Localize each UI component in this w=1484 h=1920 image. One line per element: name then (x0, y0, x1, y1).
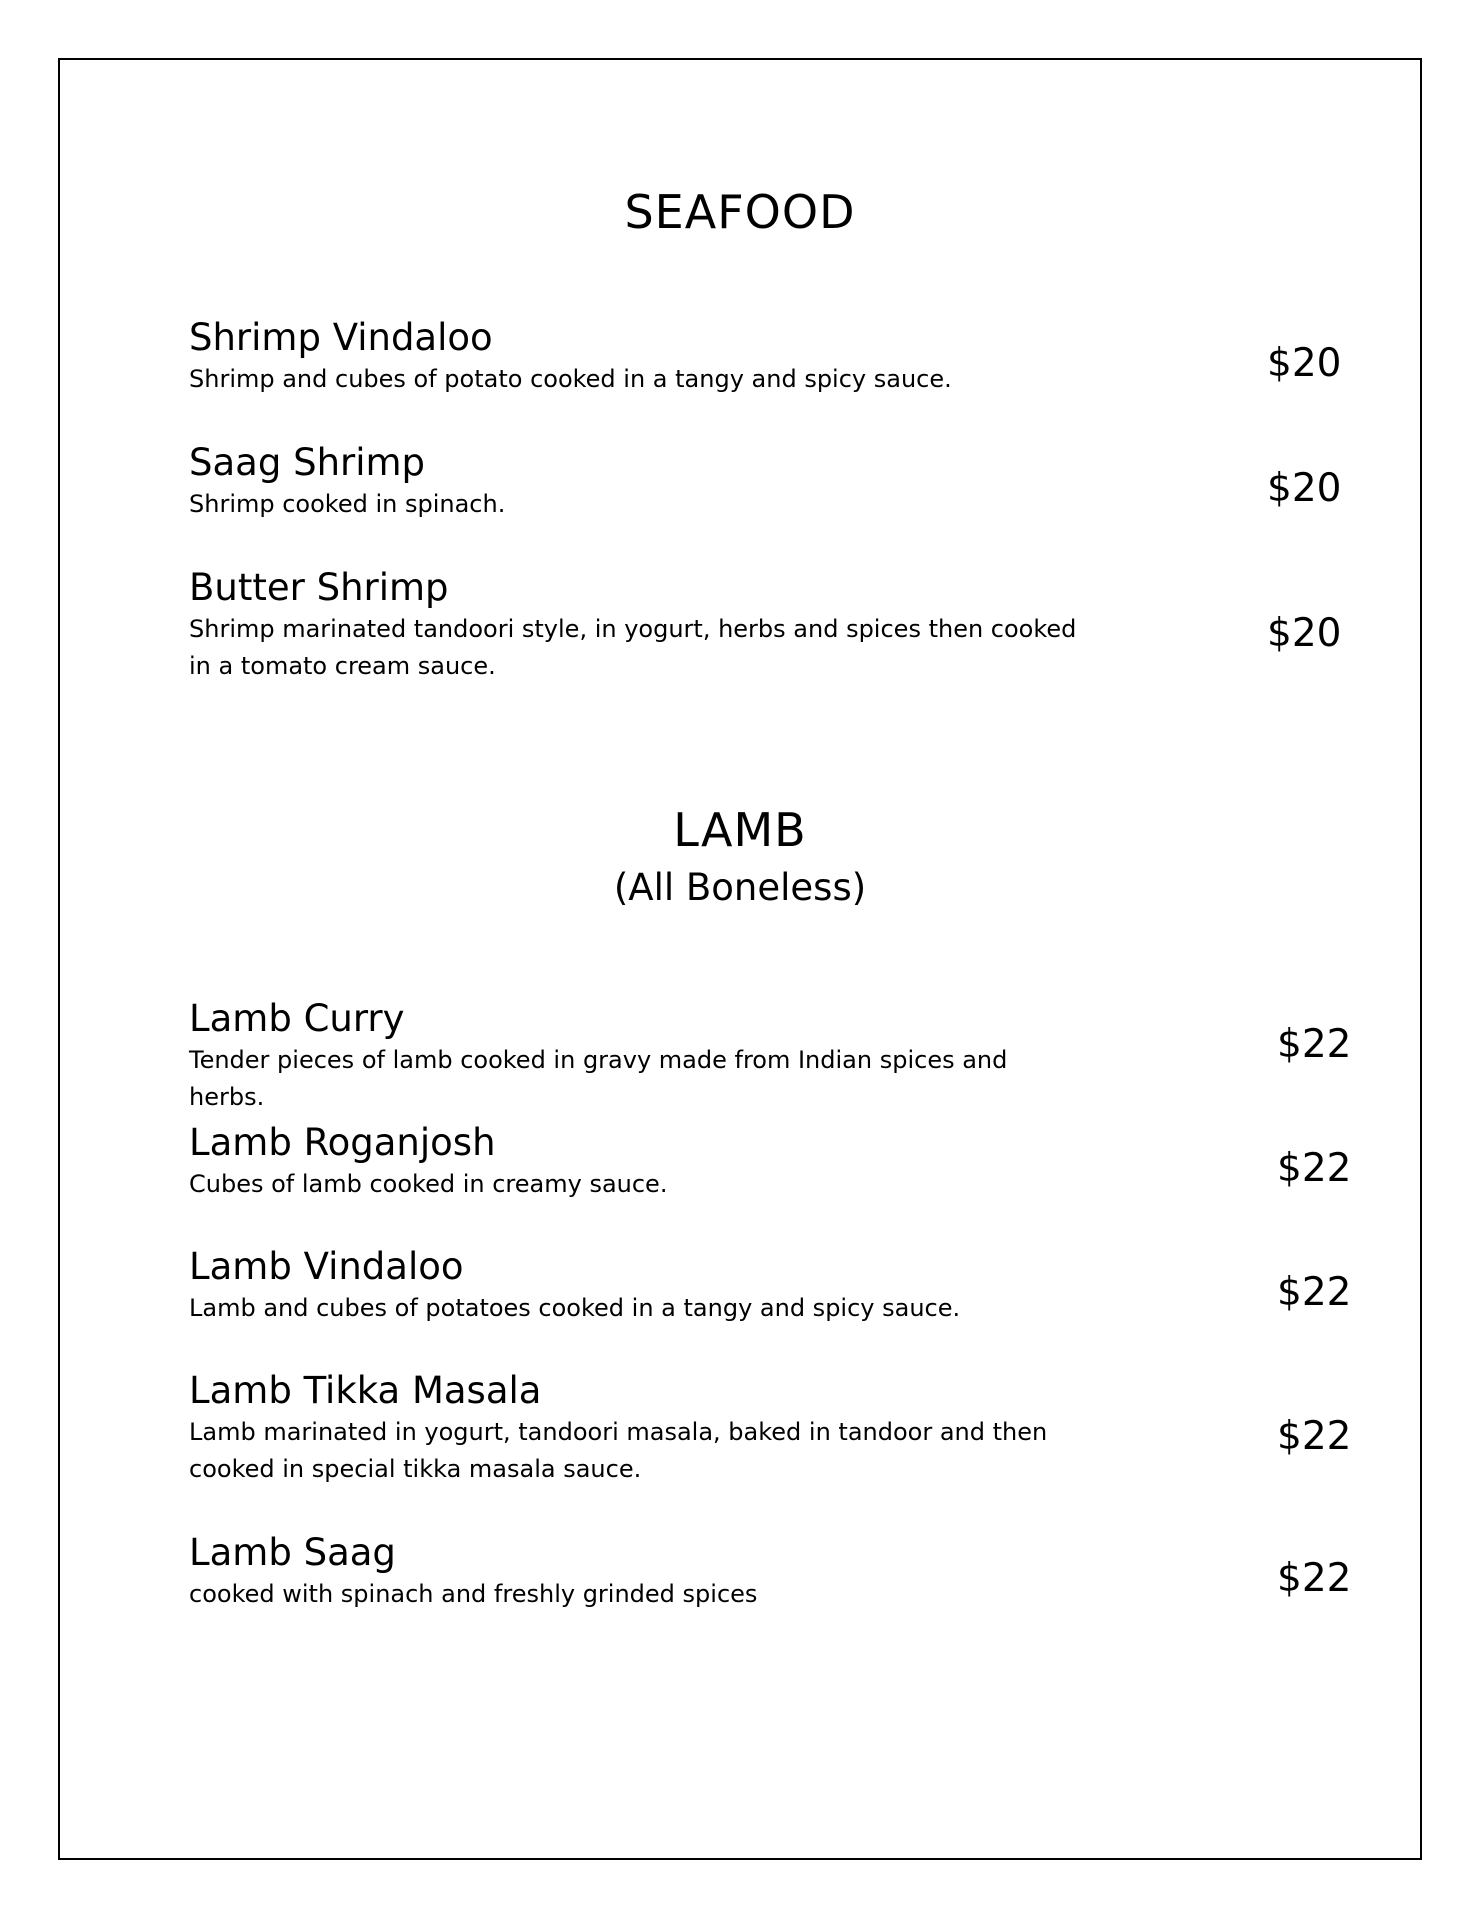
item-name: Shrimp Vindaloo (189, 316, 493, 359)
menu-item-shrimp-vindaloo (189, 315, 1359, 398)
item-description: cooked with spinach and freshly grinded spices (189, 1580, 758, 1608)
section-subtitle-lamb: (All Boneless) (613, 866, 867, 909)
item-price: $22 (1277, 1270, 1352, 1315)
menu-item-lamb-saag (189, 1530, 1359, 1613)
item-price: $20 (1267, 341, 1342, 386)
item-name: Butter Shrimp (189, 566, 449, 609)
menu-page-border (58, 58, 1422, 1860)
menu-item-lamb-curry (189, 996, 1359, 1116)
item-price: $22 (1277, 1414, 1352, 1459)
section-title-lamb: LAMB (673, 803, 807, 857)
menu-item-butter-shrimp (189, 565, 1359, 685)
menu-item-saag-shrimp (189, 440, 1359, 523)
item-description: Lamb marinated in yogurt, tandoori masala, baked in tandoor and then cooked in special tikka masala sauce. (189, 1418, 1048, 1483)
item-description: Shrimp cooked in spinach. (189, 490, 506, 518)
item-description: Lamb and cubes of potatoes cooked in a tangy and spicy sauce. (189, 1294, 961, 1322)
item-description: Cubes of lamb cooked in creamy sauce. (189, 1170, 668, 1198)
item-name: Lamb Curry (189, 997, 405, 1040)
item-price: $20 (1267, 611, 1342, 656)
item-name: Saag Shrimp (189, 441, 426, 484)
menu-item-lamb-tikka-masala (189, 1368, 1359, 1488)
section-title-seafood: SEAFOOD (624, 185, 856, 239)
item-name: Lamb Roganjosh (189, 1121, 496, 1164)
item-name: Lamb Tikka Masala (189, 1369, 542, 1412)
menu-item-lamb-vindaloo (189, 1244, 1359, 1327)
item-description: Shrimp and cubes of potato cooked in a tangy and spicy sauce. (189, 365, 952, 393)
item-price: $22 (1277, 1146, 1352, 1191)
menu-item-lamb-roganjosh (189, 1120, 1359, 1203)
item-price: $22 (1277, 1022, 1352, 1067)
item-price: $20 (1267, 466, 1342, 511)
item-name: Lamb Saag (189, 1531, 396, 1574)
item-description: Tender pieces of lamb cooked in gravy made from Indian spices and herbs. (189, 1046, 1008, 1111)
item-price: $22 (1277, 1556, 1352, 1601)
item-name: Lamb Vindaloo (189, 1245, 464, 1288)
item-description: Shrimp marinated tandoori style, in yogurt, herbs and spices then cooked in a tomato cream sauce. (189, 615, 1077, 680)
